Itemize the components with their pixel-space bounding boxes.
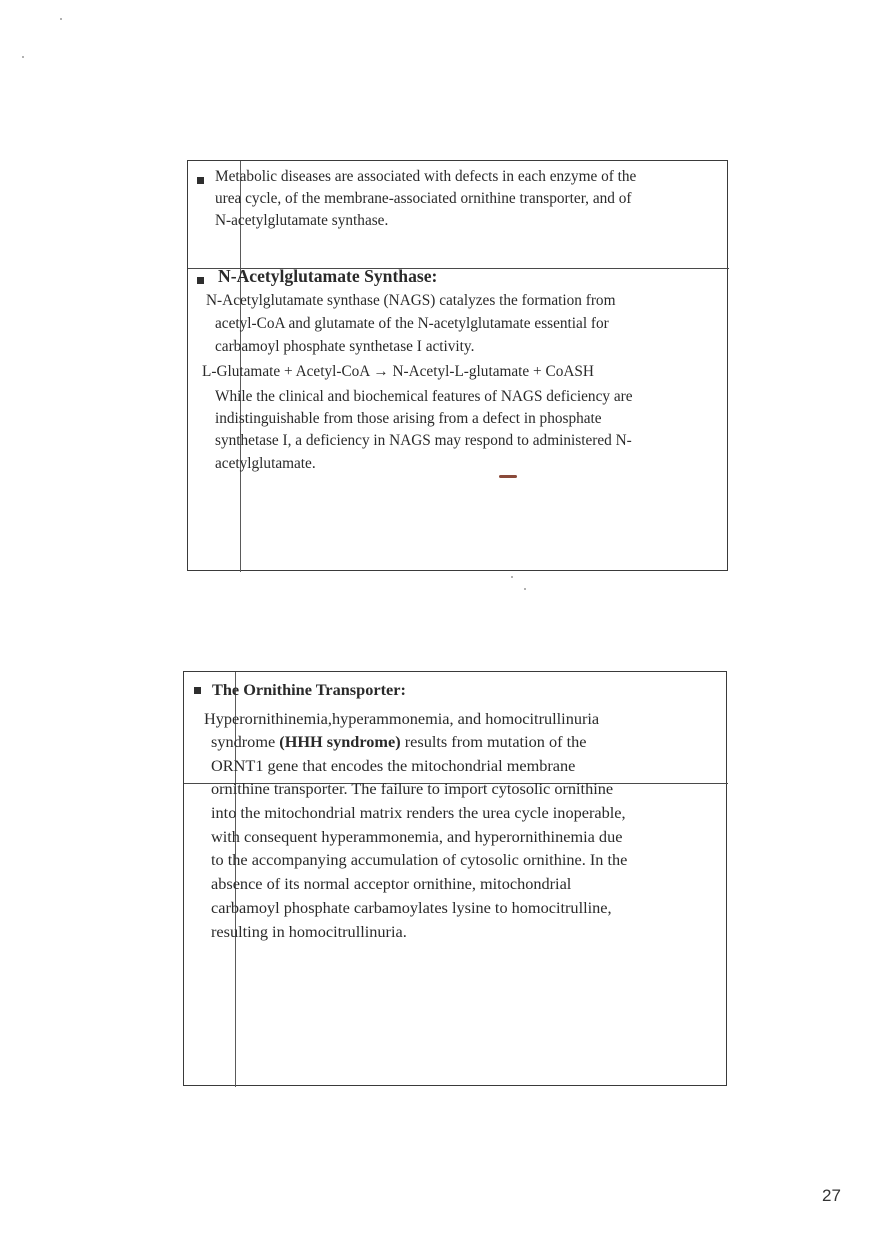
paragraph-line: synthetase I, a deficiency in NAGS may respond to administered N- xyxy=(215,432,632,449)
paragraph-line-syndrome xyxy=(211,730,586,753)
bullet-square xyxy=(194,687,201,694)
page-number: 27 xyxy=(822,1186,841,1205)
scan-speck xyxy=(60,18,62,20)
paragraph-line: Hyperornithinemia,hyperammonemia, and homocitrullinuria xyxy=(204,709,600,728)
intro-line: urea cycle, of the membrane-associated ornithine transporter, and of xyxy=(215,190,632,207)
paragraph-line: carbamoyl phosphate carbamoylates lysine to homocitrulline, xyxy=(211,898,612,917)
paragraph-line: absence of its normal acceptor ornithine, mitochondrial xyxy=(211,874,572,893)
section-heading: N-Acetylglutamate Synthase: xyxy=(218,266,438,286)
scan-speck xyxy=(524,588,526,590)
paragraph-line: acetyl-CoA and glutamate of the N-acetylglutamate essential for xyxy=(215,315,609,332)
paragraph-line: carbamoyl phosphate synthetase I activity. xyxy=(215,338,475,355)
slide-nags xyxy=(187,160,728,571)
intro-line: Metabolic diseases are associated with defects in each enzyme of the xyxy=(215,168,637,185)
slide-ornithine-transporter xyxy=(183,671,727,1086)
paragraph-line: ORNT1 gene that encodes the mitochondrial membrane xyxy=(211,756,576,775)
intro-line: N-acetylglutamate synthase. xyxy=(215,212,389,229)
paragraph-line: While the clinical and biochemical features of NAGS deficiency are xyxy=(215,388,633,405)
scan-speck xyxy=(22,56,24,58)
pen-mark xyxy=(499,475,517,478)
paragraph-line: with consequent hyperammonemia, and hyperornithinemia due xyxy=(211,827,623,846)
text-run: results from mutation of the xyxy=(400,732,587,751)
paragraph-line: resulting in homocitrullinuria. xyxy=(211,922,407,941)
paragraph-line: ornithine transporter. The failure to import cytosolic ornithine xyxy=(211,779,614,798)
paragraph-line: N-Acetylglutamate synthase (NAGS) catalyzes the formation from xyxy=(206,292,616,309)
reaction-equation: L-Glutamate + Acetyl-CoA → N-Acetyl-L-glutamate + CoASH xyxy=(202,363,594,380)
paragraph-line: to the accompanying accumulation of cytosolic ornithine. In the xyxy=(211,850,628,869)
paragraph-line: acetylglutamate. xyxy=(215,455,316,472)
syndrome-abbrev: (HHH syndrome) xyxy=(279,732,401,751)
section-heading: The Ornithine Transporter: xyxy=(212,680,406,699)
bullet-square xyxy=(197,177,204,184)
paragraph-line: indistinguishable from those arising from a defect in phosphate xyxy=(215,410,602,427)
text-run: syndrome xyxy=(211,732,280,751)
bullet-square xyxy=(197,277,204,284)
paragraph-line: into the mitochondrial matrix renders the urea cycle inoperable, xyxy=(211,803,626,822)
scan-speck xyxy=(511,576,513,578)
